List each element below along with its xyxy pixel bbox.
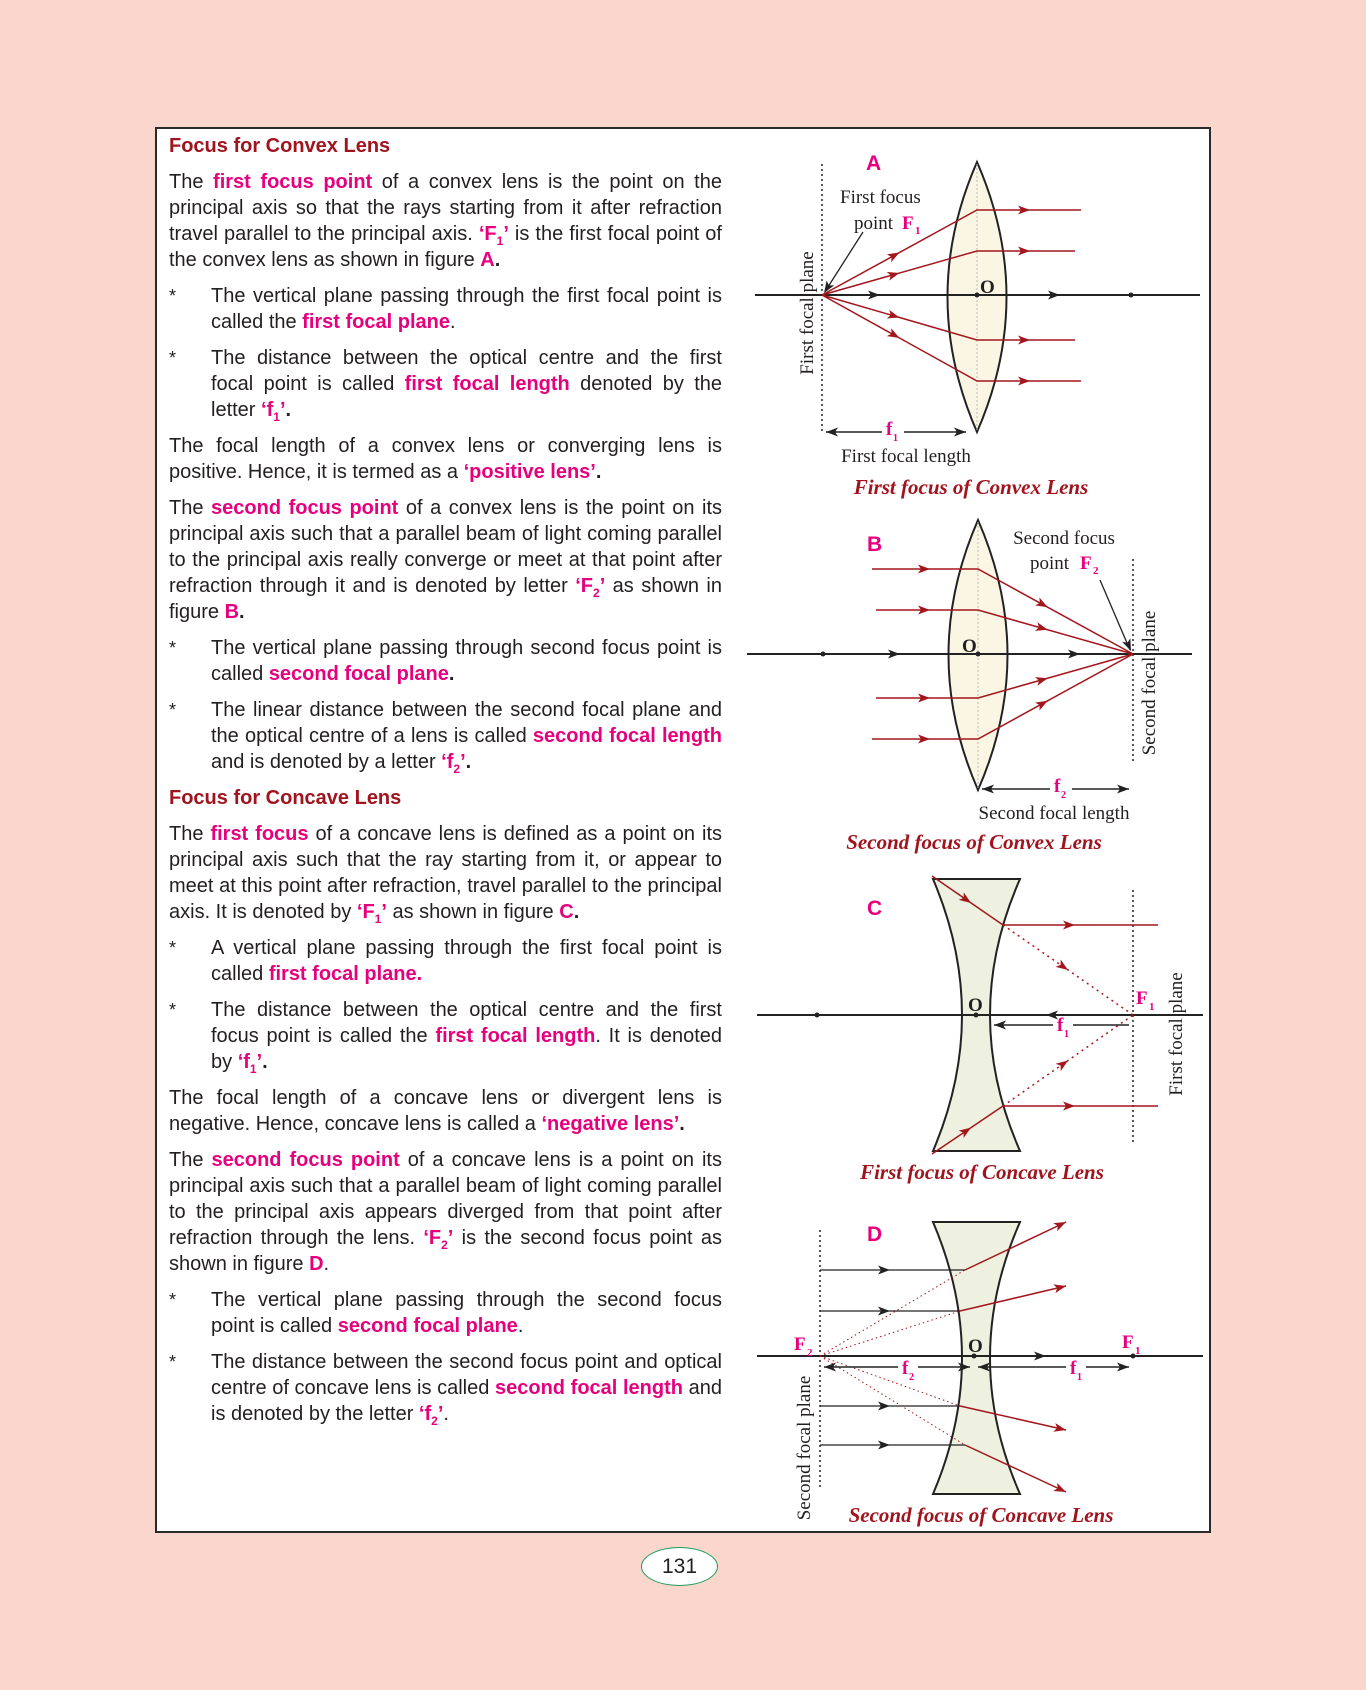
highlight-term: second focal length	[495, 1377, 683, 1399]
centre-label: O	[968, 995, 983, 1016]
text-run: The vertical plane passing through second focus point is called	[211, 637, 722, 685]
highlight-term: second focal length	[532, 725, 722, 747]
highlight-term: ‘F	[356, 901, 375, 923]
focus-subscript: 2	[1093, 565, 1099, 577]
arrowhead-icon	[1035, 598, 1048, 608]
plane-label: Second focal plane	[794, 1375, 815, 1521]
text-run: of a convex lens is the point on its principal axis such that a parallel beam of light coming parallel to the principal axis really converge or meet at that point after refraction through it and is denoted by letter	[169, 497, 722, 597]
plane-label: Second focal plane	[1139, 610, 1160, 756]
plane-label: First focal plane	[797, 251, 818, 375]
text-run: denoted by the letter	[211, 373, 723, 421]
text-run: .	[262, 1051, 268, 1073]
text-run: A vertical plane passing through the first focal point is called	[211, 937, 722, 985]
highlight-term: first focal length	[435, 1025, 596, 1047]
bullet-star: *	[169, 938, 177, 958]
second-focus-subscript: 2	[807, 1347, 813, 1359]
figure-letter: C	[867, 897, 883, 920]
highlight-term: ’	[599, 575, 606, 597]
text-run: .	[443, 1403, 449, 1425]
length-label: First focal length	[841, 446, 971, 467]
highlight-term: ‘f	[441, 751, 454, 773]
plane-label: First focal plane	[1166, 972, 1187, 1096]
text-run: of a convex lens is the point on the principal axis so that the rays starting from it after refraction travel parallel to the principal axis.	[169, 171, 722, 245]
arrowhead-icon	[887, 328, 900, 338]
subscript: 1	[496, 234, 504, 248]
text-run: of a concave lens is defined as a point on its principal axis such that the ray starting from it, or appear to meet at this point after refraction, travel parallel to the principal axis. It is denoted by	[169, 823, 723, 923]
focus-subscript: 1	[1149, 1001, 1155, 1013]
first-focus-subscript: 1	[1135, 1345, 1141, 1357]
bullet-star: *	[169, 638, 177, 658]
subscript: 2	[453, 762, 461, 776]
bullet-star: *	[169, 286, 177, 306]
text-run: .	[448, 663, 455, 685]
highlight-term: ‘f	[261, 399, 274, 421]
axis-point	[821, 652, 826, 657]
length-label: Second focal length	[978, 803, 1130, 824]
bullet-star: *	[169, 1290, 177, 1310]
figure-d	[757, 1222, 1203, 1527]
text-run: The distance between the optical centre and the first focus point is called the	[211, 999, 722, 1047]
figure-caption: Second focus of Concave Lens	[848, 1503, 1114, 1527]
length-subscript: 1	[1077, 1372, 1082, 1383]
bullet-star: *	[169, 700, 177, 720]
highlight-term: second focal plane	[337, 1315, 518, 1337]
text-run: The linear distance between the second focal plane and the optical centre of a lens is called	[211, 699, 722, 747]
highlight-term: ’	[279, 399, 286, 421]
text-run: The distance between the second focus point and optical centre of concave lens is called	[211, 1351, 722, 1399]
subscript: 2	[431, 1414, 438, 1428]
figure-caption: First focus of Concave Lens	[860, 1160, 1104, 1184]
text-run: The	[169, 1149, 212, 1171]
text-run: .	[285, 399, 292, 421]
centre-label: O	[962, 636, 977, 657]
highlight-term: ’	[256, 1051, 263, 1073]
highlight-term: ‘F	[575, 575, 593, 597]
axis-point	[815, 1013, 820, 1018]
text-run: The	[169, 823, 211, 845]
focus-label: Second focus	[1013, 528, 1115, 549]
highlight-term: ‘positive lens’	[463, 461, 596, 483]
figure-caption: First focus of Convex Lens	[853, 475, 1089, 499]
highlight-term: first focus	[210, 823, 309, 845]
length-subscript: 2	[1061, 790, 1066, 801]
length-symbol: f	[1070, 1358, 1077, 1379]
length-subscript: 1	[893, 433, 898, 444]
highlight-term: ’	[381, 901, 387, 923]
focus-label: point	[1030, 553, 1070, 574]
focus-symbol: F	[1136, 988, 1148, 1009]
optical-centre	[975, 293, 980, 298]
text-run: The	[169, 497, 212, 519]
centre-label: O	[980, 277, 995, 298]
figure-b	[747, 520, 1192, 854]
highlight-term: first focal plane.	[268, 963, 423, 985]
text-run: .	[239, 601, 245, 623]
length-symbol: f	[1057, 1015, 1064, 1036]
text-run: . It is denoted by	[211, 1025, 722, 1073]
highlight-term: ‘f	[237, 1051, 250, 1073]
pointer-arrow	[826, 232, 863, 290]
figure-caption: Second focus of Convex Lens	[846, 830, 1102, 854]
figure-a	[755, 152, 1200, 499]
highlight-term: ’	[503, 223, 509, 245]
text-run: .	[449, 311, 456, 333]
heading-concave-lens: Focus for Concave Lens	[169, 787, 402, 809]
text-run: as shown in figure	[169, 575, 722, 623]
bullet-star: *	[169, 1000, 177, 1020]
axis-point	[1129, 293, 1134, 298]
heading-convex-lens: Focus for Convex Lens	[169, 135, 391, 157]
text-run: .	[595, 461, 602, 483]
page-number: 131	[641, 1547, 718, 1586]
length-subscript: 1	[1064, 1029, 1069, 1040]
focus-symbol: F	[1080, 553, 1092, 574]
length-symbol: f	[902, 1358, 909, 1379]
length-symbol: f	[886, 419, 893, 440]
highlight-term: second focus point	[211, 1149, 400, 1171]
highlight-term: C	[559, 901, 574, 923]
first-focus-symbol: F	[1122, 1332, 1134, 1353]
subscript: 2	[441, 1238, 448, 1252]
highlight-term: second focal plane	[268, 663, 449, 685]
highlight-term: A	[480, 249, 495, 271]
text-run: The focal length of a convex lens or converging lens is positive. Hence, it is termed as a	[169, 435, 722, 483]
highlight-term: B	[224, 601, 240, 623]
highlight-term: ‘F	[478, 223, 497, 245]
highlight-term: ’	[447, 1227, 454, 1249]
text-run: .	[465, 751, 472, 773]
text-run: of a concave lens is a point on its principal axis such that a parallel beam of light coming parallel to the principal axis appears diverged from that point after refraction through the lens.	[169, 1149, 722, 1249]
text-run: .	[517, 1315, 524, 1337]
text-run: and is denoted by the letter	[211, 1377, 722, 1425]
focus-label: point	[854, 213, 894, 234]
highlight-term: first focus point	[213, 171, 373, 193]
figure-letter: A	[866, 152, 882, 175]
arrowhead-icon	[1035, 701, 1048, 711]
arrowhead-icon	[1056, 1061, 1068, 1072]
focus-label: First focus	[840, 187, 921, 208]
subscript: 1	[249, 1062, 257, 1076]
text-run: .	[679, 1113, 685, 1135]
figure-c	[757, 876, 1203, 1184]
text-run: .	[573, 901, 580, 923]
highlight-term: ’	[437, 1403, 444, 1425]
arrowhead-icon	[887, 253, 900, 263]
text-run: The vertical plane passing through the second focus point is called	[211, 1289, 722, 1337]
highlight-term: ’	[460, 751, 466, 773]
highlight-term: D	[309, 1253, 324, 1275]
second-focus-symbol: F	[794, 1334, 806, 1355]
arrowhead-icon	[1056, 959, 1068, 970]
focus-subscript: 1	[915, 225, 921, 237]
length-symbol: f	[1054, 776, 1061, 797]
highlight-term: first focal plane	[302, 311, 450, 333]
figure-letter: D	[867, 1223, 883, 1246]
text-run: The focal length of a concave lens or divergent lens is negative. Hence, concave lens is called a	[169, 1087, 722, 1135]
subscript: 1	[273, 410, 280, 424]
subscript: 1	[374, 912, 382, 926]
text-run: is the second focus point as shown in figure	[169, 1227, 722, 1275]
text-run: The	[169, 171, 214, 193]
concave-lens	[933, 1222, 1020, 1494]
highlight-term: ‘negative lens’	[541, 1113, 680, 1135]
highlight-term: ‘f	[418, 1403, 432, 1425]
text-run: .	[494, 249, 501, 271]
text-run: The vertical plane passing through the first focal point is called the	[211, 285, 722, 333]
subscript: 2	[593, 586, 600, 600]
figure-letter: B	[867, 533, 883, 556]
highlight-term: first focal length	[404, 373, 570, 395]
text-run: and is denoted by a letter	[211, 751, 442, 773]
centre-label: O	[968, 1336, 983, 1357]
focus-symbol: F	[902, 213, 914, 234]
text-run: is the first focal point of the convex lens as shown in figure	[169, 223, 722, 271]
length-subscript: 2	[909, 1372, 914, 1383]
bullet-star: *	[169, 348, 177, 368]
text-run: The distance between the optical centre and the first focal point is called	[211, 347, 722, 395]
bullet-star: *	[169, 1352, 177, 1372]
text-run: as shown in figure	[386, 901, 560, 923]
incident-rays	[820, 1270, 965, 1445]
pointer-arrow	[1100, 580, 1130, 650]
text-run: .	[323, 1253, 330, 1275]
highlight-term: second focus point	[211, 497, 399, 519]
highlight-term: ‘F	[423, 1227, 442, 1249]
